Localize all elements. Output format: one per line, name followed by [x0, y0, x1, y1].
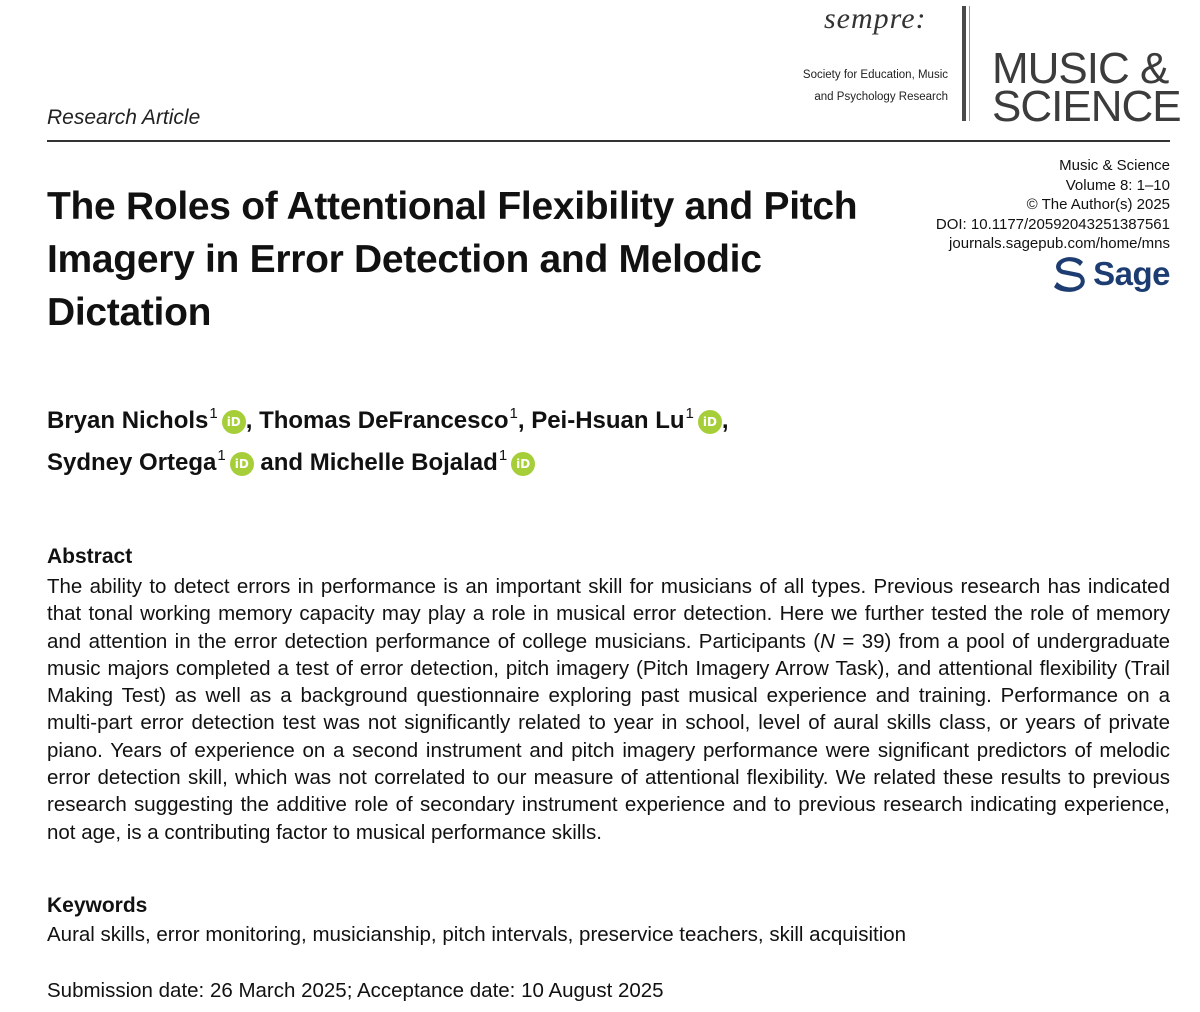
- sempre-logo: sempre:: [824, 2, 927, 35]
- doi-link[interactable]: DOI: 10.1177/20592043251387561: [935, 215, 1170, 233]
- society-name: [790, 64, 948, 108]
- header-divider: [962, 6, 966, 121]
- author-name[interactable]: Pei-Hsuan Lu: [531, 407, 685, 434]
- orcid-icon[interactable]: iD: [230, 452, 254, 476]
- society-line-1: Society for Education, Music: [802, 69, 948, 81]
- journal-url-link[interactable]: journals.sagepub.com/home/mns: [949, 235, 1170, 252]
- abstract-text-part1: The ability to detect errors in performance is an important skill for musicians of all types. Previous research has indicated that tonal working memory capacity may play a role in musical error detection. Here we further tested the role of memory and attention in the error detection performance of college musicians. Participants (: [47, 575, 1170, 653]
- sample-size-symbol: N: [820, 629, 835, 653]
- affiliation-marker: 1: [685, 405, 694, 422]
- publisher-logo: [1053, 255, 1170, 293]
- affiliation-marker: 1: [209, 405, 218, 422]
- author-name[interactable]: Bryan Nichols: [47, 407, 209, 434]
- affiliation-marker: 1: [509, 405, 518, 422]
- abstract-text-part2: from a pool of undergraduate music majors completed a test of error detection, pitch imagery (Pitch Imagery Arrow Task), and attentional flexibility (Trail Making Test) as well as a background questionnaire exploring past musical experience and training. Performance on a multi-part error detection test was not significantly related to year in school, level of aural skills class, or years of private piano. Years of experience on a second instrument and pitch imagery performance were significant predictors of melodic error detection skill, which was not correlated to our measure of attentional flexibility. We related these results to previous research suggesting the additive role of secondary instrument experience and to previous research indicating experience, not age, is a contributing factor to musical performance skills.: [47, 629, 1171, 844]
- submission-dates: Submission date: 26 March 2025; Acceptance date: 10 August 2025: [47, 979, 664, 1002]
- keywords-heading: Keywords: [47, 894, 148, 917]
- abstract-heading: Abstract: [47, 545, 133, 568]
- author-name[interactable]: Sydney Ortega: [47, 449, 217, 476]
- orcid-icon[interactable]: iD: [511, 452, 535, 476]
- article-type-label: Research Article: [47, 106, 201, 129]
- sage-s-icon: [1053, 255, 1087, 293]
- sage-wordmark: Sage: [1093, 255, 1170, 292]
- article-title: The Roles of Attentional Flexibility and Pitch Imagery in Error Detection and Melodic Dictation: [47, 185, 858, 334]
- header-divider-thin: [969, 6, 970, 121]
- author-separator: and: [253, 449, 310, 476]
- orcid-icon[interactable]: iD: [222, 410, 246, 434]
- journal-volume: Volume 8: 1–10: [1065, 176, 1170, 194]
- sample-size-value: = 39): [834, 629, 892, 653]
- abstract-text: [47, 573, 1170, 846]
- affiliation-marker: 1: [217, 447, 226, 464]
- author-list: [47, 396, 887, 480]
- author-name[interactable]: Thomas DeFrancesco: [259, 407, 509, 434]
- journal-info: [936, 156, 1170, 254]
- keywords-list: Aural skills, error monitoring, musicianship, pitch intervals, preservice teachers, skill acquisition: [47, 923, 907, 946]
- orcid-icon[interactable]: iD: [698, 410, 722, 434]
- affiliation-marker: 1: [498, 447, 508, 464]
- author-separator: ,: [721, 407, 729, 434]
- society-line-2: and Psychology Research: [814, 91, 948, 103]
- author-separator: ,: [517, 407, 532, 434]
- journal-name: Music & Science: [1059, 157, 1170, 174]
- author-separator: ,: [245, 407, 260, 434]
- header-rule: [47, 140, 1170, 142]
- copyright-line: © The Author(s) 2025: [1026, 196, 1170, 213]
- journal-logo: MUSIC & SCIENCE: [992, 44, 1181, 131]
- author-name[interactable]: Michelle Bojalad: [309, 449, 498, 476]
